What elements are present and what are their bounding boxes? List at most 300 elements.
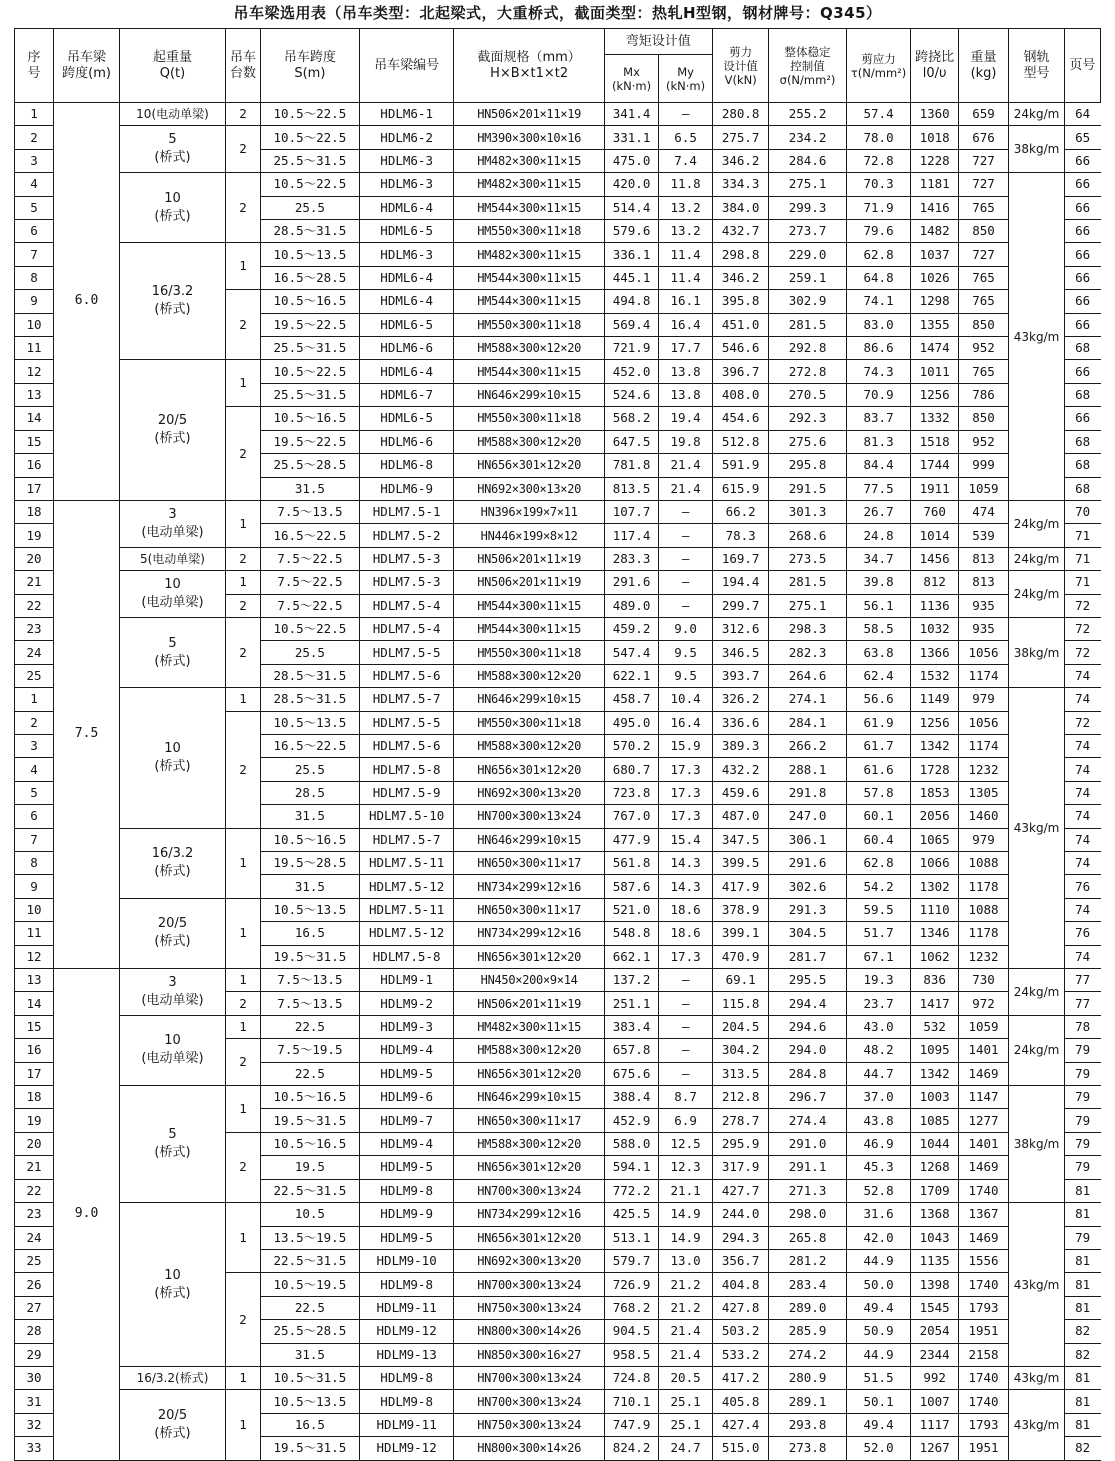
cell-crane-span: 10.5～13.5 [260, 243, 359, 266]
cell-my: 16.4 [659, 711, 713, 734]
cell-shear-stress: 44.9 [846, 1249, 911, 1272]
cell-capacity-group [119, 1203, 225, 1367]
cell-my: 13.8 [659, 360, 713, 383]
cell-rail-group: 38kg/m [1009, 1086, 1065, 1203]
cell-mx: 291.6 [604, 571, 659, 594]
cell-deflection: 1346 [911, 922, 958, 945]
cell-shear: 487.0 [712, 805, 769, 828]
cell-mx: 495.0 [604, 711, 659, 734]
cell-deflection: 1135 [911, 1249, 958, 1272]
cell-shear: 298.8 [712, 243, 769, 266]
cell-mx: 445.1 [604, 266, 659, 289]
cell-seq: 27 [15, 1296, 54, 1319]
cell-deflection: 1417 [911, 992, 958, 1015]
cell-stability: 274.4 [769, 1109, 846, 1132]
capacity-line: (桥式) [154, 302, 191, 318]
cell-page: 74 [1064, 828, 1100, 851]
cell-shear-stress: 51.7 [846, 922, 911, 945]
cell-seq: 6 [15, 805, 54, 828]
cell-stability: 292.8 [769, 337, 846, 360]
cell-weight: 1469 [958, 1156, 1008, 1179]
cell-shear: 432.7 [712, 220, 769, 243]
cell-section: HM482×300×11×15 [454, 243, 604, 266]
cell-mx: 452.9 [604, 1109, 659, 1132]
cell-stability: 288.1 [769, 758, 846, 781]
cell-weight: 952 [958, 430, 1008, 453]
cell-crane-span: 10.5～22.5 [260, 126, 359, 149]
cell-weight: 1232 [958, 945, 1008, 968]
header-weight: 重量 (kg) [958, 29, 1008, 103]
table-row [15, 1366, 1101, 1389]
cell-rail-group: 43kg/m [1009, 688, 1065, 969]
cell-page: 74 [1064, 781, 1100, 804]
cell-crane-span: 10.5～13.5 [260, 1390, 359, 1413]
cell-code: HDLM6-6 [359, 430, 454, 453]
cell-section: HN700×300×13×24 [454, 805, 604, 828]
cell-page: 74 [1064, 945, 1100, 968]
cell-code: HDLM7.5-4 [359, 594, 454, 617]
cell-my: 14.9 [659, 1203, 713, 1226]
cell-seq: 9 [15, 290, 54, 313]
cell-section: HM588×300×12×20 [454, 1039, 604, 1062]
cell-crane-span: 25.5～31.5 [260, 149, 359, 172]
cell-shear: 454.6 [712, 407, 769, 430]
cell-mx: 459.2 [604, 617, 659, 640]
cell-mx: 904.5 [604, 1320, 659, 1343]
cell-code: HDLM7.5-9 [359, 781, 454, 804]
cell-weight: 1059 [958, 1015, 1008, 1038]
cell-mx: 588.0 [604, 1132, 659, 1155]
cell-my: 13.8 [659, 383, 713, 406]
capacity-line: (桥式) [154, 1425, 191, 1441]
cell-my: — [659, 992, 713, 1015]
cell-page: 81 [1064, 1413, 1100, 1436]
capacity-line: 5 [168, 1127, 177, 1143]
cell-code: HDLM7.5-10 [359, 805, 454, 828]
cell-deflection: 1228 [911, 149, 958, 172]
cell-shear-stress: 43.8 [846, 1109, 911, 1132]
table-row [15, 898, 1101, 921]
cell-my: — [659, 1062, 713, 1085]
cell-capacity-group [119, 360, 225, 500]
cell-shear-stress: 62.4 [846, 664, 911, 687]
cell-page: 72 [1064, 711, 1100, 734]
cell-shear-stress: 49.4 [846, 1413, 911, 1436]
cell-code: HDLM7.5-2 [359, 524, 454, 547]
cell-deflection: 1032 [911, 617, 958, 640]
cell-section: HM544×300×11×15 [454, 594, 604, 617]
cell-crane-span: 10.5～22.5 [260, 360, 359, 383]
cell-deflection: 1014 [911, 524, 958, 547]
cell-crane-span: 22.5 [260, 1296, 359, 1319]
cell-my: 18.6 [659, 922, 713, 945]
cell-section: HN750×300×13×24 [454, 1296, 604, 1319]
cell-my: 21.4 [659, 1320, 713, 1343]
cell-shear: 451.0 [712, 313, 769, 336]
cell-seq: 3 [15, 734, 54, 757]
cell-seq: 20 [15, 1132, 54, 1155]
cell-mx: 710.1 [604, 1390, 659, 1413]
cell-crane-span: 10.5～16.5 [260, 407, 359, 430]
cell-crane-span: 7.5～22.5 [260, 571, 359, 594]
cell-crane-span: 22.5～31.5 [260, 1179, 359, 1202]
table-title: 吊车梁选用表（吊车类型：北起梁式，大重桥式，截面类型：热轧H型钢，钢材牌号：Q345） [233, 4, 882, 22]
cell-seq: 1 [15, 688, 54, 711]
cell-stability: 281.5 [769, 313, 846, 336]
cell-page: 66 [1064, 173, 1100, 196]
cell-code: HDLM7.5-8 [359, 945, 454, 968]
cell-section: HN450×200×9×14 [454, 969, 604, 992]
cell-weight: 813 [958, 547, 1008, 570]
cell-deflection: 1149 [911, 688, 958, 711]
cell-section: HM482×300×11×15 [454, 173, 604, 196]
cell-page: 71 [1064, 524, 1100, 547]
cell-page: 79 [1064, 1156, 1100, 1179]
cell-crane-span: 10.5～16.5 [260, 828, 359, 851]
cell-weight: 1469 [958, 1226, 1008, 1249]
cell-mx: 524.6 [604, 383, 659, 406]
cell-deflection: 1332 [911, 407, 958, 430]
cell-stability: 291.3 [769, 898, 846, 921]
cell-section: HM550×300×11×18 [454, 220, 604, 243]
cell-page: 66 [1064, 313, 1100, 336]
cell-seq: 29 [15, 1343, 54, 1366]
cell-count-group: 2 [226, 1132, 261, 1202]
table-row [15, 103, 1101, 126]
cell-code: HDLM9-4 [359, 1039, 454, 1062]
cell-my: 21.2 [659, 1296, 713, 1319]
cell-stability: 302.9 [769, 290, 846, 313]
cell-count-group: 2 [226, 547, 261, 570]
cell-stability: 291.6 [769, 852, 846, 875]
cell-count-group: 2 [226, 103, 261, 126]
cell-capacity-group [119, 617, 225, 687]
cell-weight: 765 [958, 196, 1008, 219]
cell-seq: 1 [15, 103, 54, 126]
cell-code: HDLM7.5-5 [359, 641, 454, 664]
cell-deflection: 1267 [911, 1437, 958, 1460]
cell-capacity-group [119, 571, 225, 618]
cell-code: HDLM7.5-3 [359, 571, 454, 594]
cell-mx: 647.5 [604, 430, 659, 453]
cell-page: 79 [1064, 1109, 1100, 1132]
cell-stability: 291.1 [769, 1156, 846, 1179]
cell-page: 74 [1064, 758, 1100, 781]
cell-shear: 294.3 [712, 1226, 769, 1249]
cell-shear-stress: 59.5 [846, 898, 911, 921]
cell-seq: 9 [15, 875, 54, 898]
cell-stability: 268.6 [769, 524, 846, 547]
cell-page: 81 [1064, 1179, 1100, 1202]
cell-shear-stress: 45.3 [846, 1156, 911, 1179]
capacity-line: 10 [164, 740, 181, 756]
cell-seq: 20 [15, 547, 54, 570]
cell-shear-stress: 57.4 [846, 103, 911, 126]
cell-crane-span: 31.5 [260, 805, 359, 828]
cell-stability: 255.2 [769, 103, 846, 126]
cell-crane-span: 10.5～13.5 [260, 711, 359, 734]
cell-my: 21.2 [659, 1273, 713, 1296]
cell-shear: 356.7 [712, 1249, 769, 1272]
capacity-line: 5 [168, 132, 177, 148]
table-row [15, 828, 1101, 851]
cell-deflection: 1911 [911, 477, 958, 500]
cell-crane-span: 28.5～31.5 [260, 664, 359, 687]
cell-my: 8.7 [659, 1086, 713, 1109]
cell-code: HDLM7.5-7 [359, 688, 454, 711]
table-row [15, 500, 1101, 523]
cell-shear-stress: 67.1 [846, 945, 911, 968]
cell-my: — [659, 103, 713, 126]
cell-page: 76 [1064, 922, 1100, 945]
capacity-line: 10 [164, 1033, 181, 1049]
cell-crane-span: 13.5～19.5 [260, 1226, 359, 1249]
cell-page: 79 [1064, 1086, 1100, 1109]
capacity-line: 10 [164, 190, 181, 206]
cell-my: 10.4 [659, 688, 713, 711]
cell-mx: 458.7 [604, 688, 659, 711]
cell-span-group: 9.0 [54, 969, 120, 1461]
cell-shear: 295.9 [712, 1132, 769, 1155]
cell-crane-span: 19.5～31.5 [260, 1109, 359, 1132]
cell-crane-span: 10.5～13.5 [260, 898, 359, 921]
cell-page: 66 [1064, 196, 1100, 219]
capacity-line: (桥式) [154, 1145, 191, 1161]
cell-my: — [659, 969, 713, 992]
cell-my: 16.1 [659, 290, 713, 313]
cell-page: 74 [1064, 734, 1100, 757]
cell-shear-stress: 46.9 [846, 1132, 911, 1155]
header-section: 截面规格（mm） H×B×t1×t2 [454, 29, 604, 103]
cell-stability: 247.0 [769, 805, 846, 828]
cell-deflection: 1085 [911, 1109, 958, 1132]
cell-seq: 14 [15, 992, 54, 1015]
cell-shear-stress: 49.4 [846, 1296, 911, 1319]
cell-capacity-group [119, 500, 225, 547]
cell-mx: 569.4 [604, 313, 659, 336]
cell-crane-span: 25.5～31.5 [260, 337, 359, 360]
cell-section: HN650×300×11×17 [454, 852, 604, 875]
cell-seq: 31 [15, 1390, 54, 1413]
cell-seq: 23 [15, 617, 54, 640]
cell-stability: 294.0 [769, 1039, 846, 1062]
capacity-line: (桥式) [154, 934, 191, 950]
cell-section: HN506×201×11×19 [454, 103, 604, 126]
cell-section: HN850×300×16×27 [454, 1343, 604, 1366]
cell-code: HDLM9-11 [359, 1296, 454, 1319]
capacity-line: 16/3.2(桥式) [136, 1371, 209, 1386]
cell-count-group: 1 [226, 828, 261, 898]
cell-stability: 295.5 [769, 969, 846, 992]
header-stability: 整体稳定 控制值 σ(N/mm²) [769, 29, 846, 103]
cell-section: HM588×300×12×20 [454, 1132, 604, 1155]
cell-seq: 7 [15, 828, 54, 851]
cell-crane-span: 28.5～31.5 [260, 688, 359, 711]
cell-shear-stress: 79.6 [846, 220, 911, 243]
cell-count-group: 1 [226, 243, 261, 290]
cell-crane-span: 10.5～16.5 [260, 1086, 359, 1109]
cell-count-group: 2 [226, 594, 261, 617]
cell-capacity-group [119, 243, 225, 360]
cell-shear: 69.1 [712, 969, 769, 992]
cell-shear-stress: 81.3 [846, 430, 911, 453]
cell-rail-group: 24kg/m [1009, 500, 1065, 547]
cell-code: HDLM9-11 [359, 1413, 454, 1436]
cell-stability: 274.2 [769, 1343, 846, 1366]
cell-mx: 489.0 [604, 594, 659, 617]
cell-shear-stress: 70.3 [846, 173, 911, 196]
cell-stability: 299.3 [769, 196, 846, 219]
cell-my: — [659, 547, 713, 570]
cell-deflection: 1003 [911, 1086, 958, 1109]
cell-weight: 786 [958, 383, 1008, 406]
cell-shear: 399.5 [712, 852, 769, 875]
cell-code: HDML6-4 [359, 290, 454, 313]
cell-deflection: 1518 [911, 430, 958, 453]
cell-code: HDML6-7 [359, 383, 454, 406]
cell-stability: 264.6 [769, 664, 846, 687]
table-row [15, 1390, 1101, 1413]
cell-page: 65 [1064, 126, 1100, 149]
cell-count-group: 2 [226, 173, 261, 243]
cell-mx: 570.2 [604, 734, 659, 757]
cell-rail-group: 38kg/m [1009, 617, 1065, 687]
cell-weight: 1174 [958, 664, 1008, 687]
cell-shear-stress: 43.0 [846, 1015, 911, 1038]
table-row [15, 1086, 1101, 1109]
cell-section: HM482×300×11×15 [454, 149, 604, 172]
cell-page: 66 [1064, 243, 1100, 266]
cell-my: — [659, 1039, 713, 1062]
cell-crane-span: 10.5～19.5 [260, 1273, 359, 1296]
cell-stability: 296.7 [769, 1086, 846, 1109]
cell-page: 77 [1064, 969, 1100, 992]
cell-deflection: 1482 [911, 220, 958, 243]
cell-section: HN656×301×12×20 [454, 1062, 604, 1085]
header-code: 吊车梁编号 [359, 29, 454, 103]
cell-code: HDML6-5 [359, 407, 454, 430]
cell-weight: 1088 [958, 898, 1008, 921]
cell-shear-stress: 52.8 [846, 1179, 911, 1202]
cell-seq: 13 [15, 969, 54, 992]
cell-stability: 298.3 [769, 617, 846, 640]
cell-stability: 275.6 [769, 430, 846, 453]
cell-shear-stress: 64.8 [846, 266, 911, 289]
cell-stability: 281.2 [769, 1249, 846, 1272]
cell-weight: 1088 [958, 852, 1008, 875]
capacity-line: (桥式) [154, 431, 191, 447]
cell-stability: 304.5 [769, 922, 846, 945]
cell-deflection: 1136 [911, 594, 958, 617]
cell-shear: 275.7 [712, 126, 769, 149]
cell-section: HM550×300×11×18 [454, 641, 604, 664]
cell-stability: 289.1 [769, 1390, 846, 1413]
cell-my: 6.9 [659, 1109, 713, 1132]
cell-shear: 427.7 [712, 1179, 769, 1202]
cell-mx: 561.8 [604, 852, 659, 875]
cell-stability: 306.1 [769, 828, 846, 851]
cell-weight: 765 [958, 360, 1008, 383]
cell-section: HN650×300×11×17 [454, 1109, 604, 1132]
cell-my: 25.1 [659, 1413, 713, 1436]
cell-shear-stress: 54.2 [846, 875, 911, 898]
cell-code: HDLM9-5 [359, 1226, 454, 1249]
cell-deflection: 1065 [911, 828, 958, 851]
cell-stability: 291.0 [769, 1132, 846, 1155]
cell-section: HN396×199×7×11 [454, 500, 604, 523]
cell-shear: 389.3 [712, 734, 769, 757]
cell-shear-stress: 58.5 [846, 617, 911, 640]
cell-code: HDLM9-4 [359, 1132, 454, 1155]
cell-my: 11.4 [659, 266, 713, 289]
cell-seq: 2 [15, 711, 54, 734]
cell-deflection: 1256 [911, 383, 958, 406]
cell-weight: 539 [958, 524, 1008, 547]
cell-mx: 579.7 [604, 1249, 659, 1272]
cell-rail-group: 43kg/m [1009, 1203, 1065, 1367]
cell-stability: 283.4 [769, 1273, 846, 1296]
cell-shear: 78.3 [712, 524, 769, 547]
cell-weight: 676 [958, 126, 1008, 149]
cell-code: HDLM9-9 [359, 1203, 454, 1226]
cell-shear: 280.8 [712, 103, 769, 126]
cell-mx: 958.5 [604, 1343, 659, 1366]
cell-page: 74 [1064, 898, 1100, 921]
cell-shear: 384.0 [712, 196, 769, 219]
cell-stability: 295.8 [769, 454, 846, 477]
cell-page: 68 [1064, 477, 1100, 500]
cell-my: 21.4 [659, 454, 713, 477]
cell-mx: 680.7 [604, 758, 659, 781]
cell-seq: 8 [15, 266, 54, 289]
capacity-line: 5 [168, 635, 177, 651]
cell-crane-span: 19.5～28.5 [260, 852, 359, 875]
cell-crane-span: 7.5～22.5 [260, 594, 359, 617]
cell-count-group: 2 [226, 617, 261, 687]
cell-weight: 1951 [958, 1320, 1008, 1343]
cell-deflection: 2056 [911, 805, 958, 828]
cell-crane-span: 7.5～13.5 [260, 992, 359, 1015]
cell-stability: 291.5 [769, 477, 846, 500]
cell-mx: 420.0 [604, 173, 659, 196]
cell-shear: 427.8 [712, 1296, 769, 1319]
cell-page: 81 [1064, 1249, 1100, 1272]
cell-my: 19.4 [659, 407, 713, 430]
cell-my: 12.3 [659, 1156, 713, 1179]
cell-weight: 1277 [958, 1109, 1008, 1132]
cell-seq: 30 [15, 1366, 54, 1389]
cell-code: HDLM7.5-6 [359, 664, 454, 687]
cell-shear-stress: 19.3 [846, 969, 911, 992]
cell-page: 81 [1064, 1203, 1100, 1226]
cell-deflection: 2344 [911, 1343, 958, 1366]
header-page: 页号 [1064, 29, 1100, 103]
cell-my: 12.5 [659, 1132, 713, 1155]
cell-stability: 272.8 [769, 360, 846, 383]
cell-shear: 312.6 [712, 617, 769, 640]
cell-shear: 512.8 [712, 430, 769, 453]
header-rail: 钢轨 型号 [1009, 29, 1065, 103]
cell-shear-stress: 50.1 [846, 1390, 911, 1413]
cell-code: HDLM6-6 [359, 337, 454, 360]
cell-my: 14.3 [659, 852, 713, 875]
table-body [15, 103, 1101, 1461]
capacity-line: (桥式) [154, 864, 191, 880]
cell-shear: 204.5 [712, 1015, 769, 1038]
cell-crane-span: 25.5～28.5 [260, 1320, 359, 1343]
cell-section: HN734×299×12×16 [454, 922, 604, 945]
cell-deflection: 836 [911, 969, 958, 992]
